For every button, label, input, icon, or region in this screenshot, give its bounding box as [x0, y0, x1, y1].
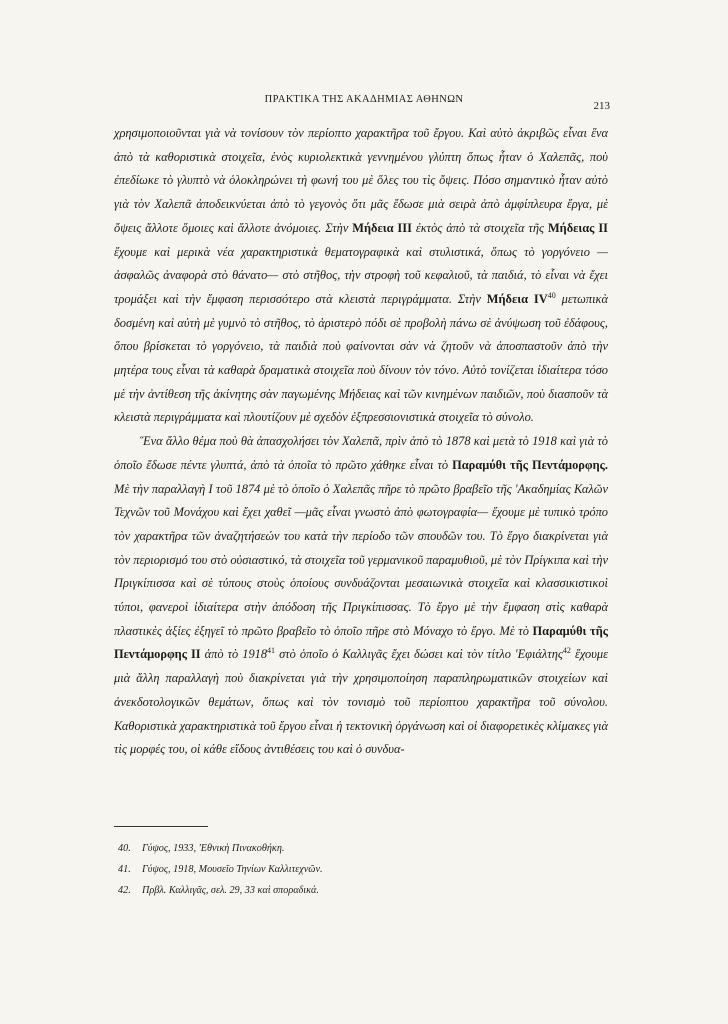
artwork-title: Μήδεια ΙΙΙ [352, 220, 412, 235]
footnote-text: Γύψος, 1918, Μουσεῖο Τηνίων Καλλιτεχνῶν. [142, 864, 323, 875]
artwork-title: Μήδεια IV [486, 291, 548, 306]
text-run: στὸ ὁποῖο ὁ Καλλιγᾶς ἔχει δώσει καὶ τὸν τίτλο 'Εφιάλτης [275, 647, 563, 662]
text-run: χρησιμοποιοῦνται γιὰ νὰ τονίσουν τὸν περίοπτο χαρακτῆρα τοῦ ἔργου. Καὶ αὐτὸ ἀκριβῶς εἶναι ἕνα ἀπὸ τὰ καθοριστικὰ στοιχεῖα, ἑνὸς κυριολεκτικὰ γεννημένου γλύπτη ὅπως ἦταν ὁ Χαλεπᾶς, ποὺ ἐπεδίωκε τὸ γλυπτὸ νὰ ὁλοκληρώνει τὴ φωνή του μὲ ὅλες του τὶς ὄψεις. Πόσο σημαντικὸ ἦταν αὐτὸ γιὰ τὸν Χαλεπᾶ ἀποδεικνύεται ἀπὸ τὸ γεγονὸς ὅτι μᾶς ἔδωσε μιὰ σειρὰ ἀπὸ ἀμφίπλευρα ἔργα, μὲ ὄψεις ἄλλοτε ὅμοιες καὶ ἄλλοτε ἀνόμοιες. Στὴν [114, 126, 608, 235]
text-run: ἐκτὸς ἀπὸ τὰ στοιχεῖα τῆς [411, 220, 548, 235]
text-run: ἔχουμε καὶ μερικὰ νέα χαρακτηριστικὰ θεματογραφικὰ καὶ στυλιστικά, ὅπως τὸ γοργόνειο — ἀσφαλῶς ἀναφορὰ στὸ θάνατο— στὸ στῆθος, τὴν στροφὴ τοῦ κεφαλιοῦ, τὰ παιδιά, τὸ εἶναι νὰ ἔχει τρομάξει καὶ τὴν ἔμφαση περισσότερο στὰ κλειστὰ περιγράμματα. Στὴν [114, 244, 608, 306]
paragraph [114, 430, 608, 762]
text-run: μετωπικὰ δοσμένη καὶ αὐτὴ μὲ γυμνὸ τὸ στῆθος, τὸ ἀριστερὸ πόδι σὲ προβολὴ πάνω σὲ ἀνύψωση τοῦ ἐδάφους, ὅπου βρίσκεται τὸ γοργόνειο, τὰ παιδιὰ ποὺ φαίνονται σὰν νὰ ζητοῦν νὰ ἀποσπαστοῦν ἀπὸ τὴν μητέρα τους εἶναι τὰ καθαρὰ δραματικὰ στοιχεῖα ποὺ δίνουν τὸν τόνο. Αὐτὸ τονίζεται ἰδιαίτερα τόσο μὲ τὴν ἀντίθεση τῆς ἀκίνητης σὰν παγωμένης Μήδειας καὶ τῶν κινημένων παιδιῶν, ποὺ διασποῦν τὰ κλειστὰ περιγράμματα καὶ πλουτίζουν μὲ σχεδὸν ἐξπρεσσιονιστικὰ στοιχεῖα τὸ σύνολο. [114, 291, 608, 425]
page-number: 213 [593, 100, 610, 112]
footnote-rule [114, 826, 208, 827]
footnote-text: Πρβλ. Καλλιγᾶς, σελ. 29, 33 καὶ σποραδικά. [142, 885, 319, 896]
footnote-number: 42. [118, 885, 131, 896]
text-run: Ἕνα ἄλλο θέμα ποὺ θὰ ἀπασχολήσει τὸν Χαλεπᾶ, πρὶν ἀπὸ τὸ 1878 καὶ μετὰ τὸ 1918 καὶ γιὰ τὸ ὁποῖο ἔδωσε πέντε γλυπτά, ἀπὸ τὰ ὁποῖα τὸ πρῶτο χάθηκε εἶναι τὸ [114, 434, 608, 472]
artwork-title: Παραμύθι τῆς Πεντάμορφης. [452, 457, 608, 472]
footnote-ref: 41 [267, 646, 276, 656]
footnote-number: 40. [118, 843, 131, 854]
footnotes [118, 838, 578, 901]
text-run: ἔχουμε μιὰ ἄλλη παραλλαγὴ ποὺ διακρίνεται γιὰ τὴν χρησιμοποίηση παραπληρωματικῶν στοιχείων καὶ ἀνεκδοτολογικῶν θεμάτων, ὅπως καὶ τὸν τονισμὸ τοῦ περίοπτου χαρακτῆρα τοῦ σύνολου. Καθοριστικὰ χαρακτηριστικὰ τοῦ ἔργου εἶναι ἡ τεκτονικὴ ὀργάνωση καὶ οἱ διαφορετικὲς κλίμακες γιὰ τὶς μορφές του, οἱ κάθε εἴδους ἀντιθέσεις του καὶ ὁ συνδυα- [114, 647, 609, 757]
footnote-number: 41. [118, 864, 131, 875]
artwork-title: Παραμύθι τῆς Πεντάμορφης ΙΙ [114, 623, 608, 662]
footnote [118, 859, 578, 880]
artwork-title: Μήδειας ΙΙ [547, 220, 608, 235]
footnote-ref: 42 [562, 646, 571, 656]
text-run: ἀπὸ τὸ 1918 [200, 647, 268, 662]
footnote-text: Γύψος, 1933, 'Εθνικὴ Πινακοθήκη. [142, 843, 285, 854]
text-run: Μὲ τὴν παραλλαγὴ Ι τοῦ 1874 μὲ τὸ ὁποῖο ὁ Χαλεπᾶς πῆρε τὸ πρῶτο βραβεῖο τῆς 'Ακαδημίας Καλῶν Τεχνῶν τοῦ Μονάχου καὶ ἔχει χαθεῖ —μᾶς εἶναι γνωστὸ ἀπὸ φωτογραφία— ἔχουμε μὲ τυπικὸ τρόπο τὸν χαρακτῆρα τῶν ἀναζητήσεών του κατὰ τὴν περίοδο τῶν σπουδῶν του. Τὸ ἔργο διακρίνεται γιὰ τὸν περιορισμό του στὸ οὐσιαστικό, τὰ στοιχεῖα τοῦ γερμανικοῦ παραμυθιοῦ, μὲ τὸν Πρίγκιπα καὶ τὴν Πριγκίπισσα καὶ σὲ τύπους στοὺς ὁποίους συνδυάζονται μεσαιωνικὰ στοιχεῖα καὶ κλασσικιστικοὶ τύποι, φανεροὶ ἰδιαίτερα στὴν ἀπόδοση τῆς Πριγκίπισσας. Τὸ ἔργο μὲ τὴν ἔμφαση στὶς καθαρὰ πλαστικὲς ἀξίες ἐξηγεῖ τὸ πρῶτο βραβεῖο τὸ ὁποῖο πῆρε στὸ Μόναχο τὸ ἔργο. Μὲ τὸ [114, 481, 608, 638]
footnote [118, 838, 578, 859]
paragraph [114, 122, 608, 430]
footnote [118, 880, 578, 901]
main-text [114, 122, 608, 762]
running-head: ΠΡΑΚΤΙΚΑ ΤΗΣ ΑΚΑΔΗΜΙΑΣ ΑΘΗΝΩΝ [264, 94, 464, 105]
footnote-ref: 40 [547, 290, 556, 300]
